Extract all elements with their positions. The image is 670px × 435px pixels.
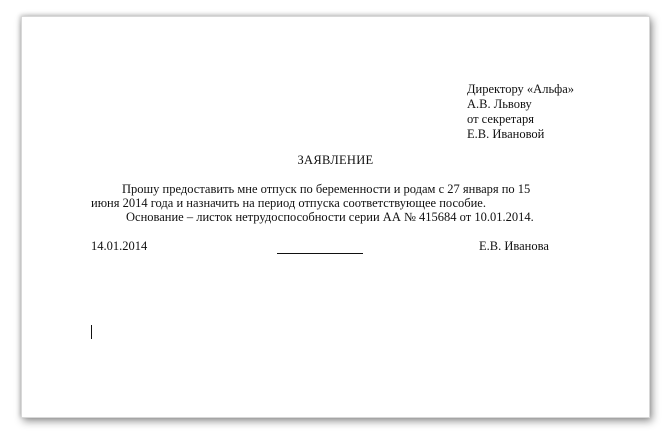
addressee-line-director: Директору «Альфа» [467,82,575,96]
text-cursor [91,325,92,339]
signature-name: Е.В. Иванова [479,239,549,253]
body-line-2: июня 2014 года и назначить на период отпуска соответствующее пособие. [91,196,486,210]
addressee-line-sender: Е.В. Ивановой [467,127,545,141]
document-title: ЗАЯВЛЕНИЕ [297,153,374,167]
signature-line [277,253,363,254]
addressee-line-name: А.В. Львову [467,97,532,111]
document-page [21,16,650,418]
application-date: 14.01.2014 [91,239,148,253]
body-line-3: Основание – листок нетрудоспособности серии АА № 415684 от 10.01.2014. [126,210,534,224]
body-line-1: Прошу предоставить мне отпуск по беременности и родам с 27 января по 15 [122,182,531,196]
addressee-line-from: от секретаря [467,112,534,126]
